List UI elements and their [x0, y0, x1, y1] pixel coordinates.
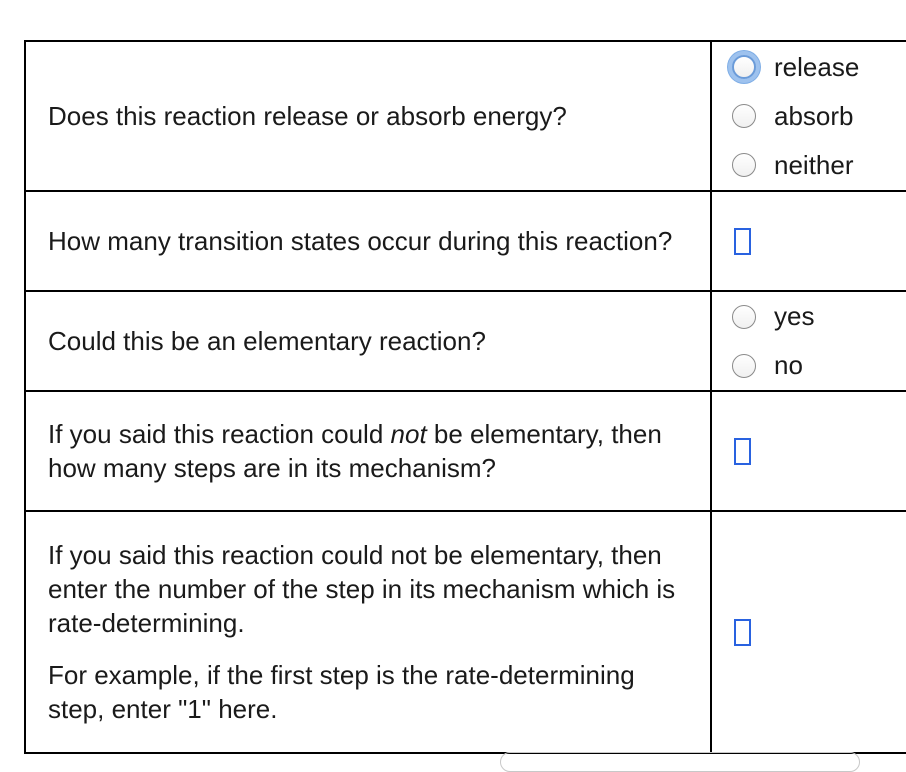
answer-cell: [711, 511, 906, 753]
question-text: If you said this reaction could not be elementary, then enter the number of the step in its mechanism which is rate-determining.: [48, 540, 676, 638]
question-row-elementary: [25, 291, 906, 391]
option-label: yes: [774, 301, 815, 331]
answer-cell: [711, 191, 906, 291]
steps-input[interactable]: [734, 438, 751, 465]
question-row-transition-states: [25, 191, 906, 291]
answer-cell: [711, 391, 906, 511]
radio-button-release[interactable]: [732, 55, 756, 79]
question-cell: [25, 41, 711, 191]
answer-cell: [711, 291, 906, 391]
option-absorb[interactable]: [712, 92, 906, 141]
question-row-rate-determining: [25, 511, 906, 753]
option-label: no: [774, 350, 803, 380]
answer-cell: [711, 41, 906, 191]
radio-group-elementary: [712, 292, 906, 390]
question-cell: [25, 511, 711, 753]
radio-button-absorb[interactable]: [732, 104, 756, 128]
question-text: [48, 417, 688, 485]
question-text-part: be elementary, then how many steps are in its mechanism?: [48, 419, 662, 483]
question-text: Does this reaction release or absorb energy?: [48, 101, 567, 131]
radio-button-neither[interactable]: [732, 153, 756, 177]
question-text: Could this be an elementary reaction?: [48, 326, 486, 356]
input-wrapper: [712, 438, 906, 465]
option-label: release: [774, 51, 860, 82]
option-no[interactable]: [712, 341, 906, 390]
radio-button-no[interactable]: [732, 354, 756, 378]
partial-button-outline[interactable]: [500, 752, 860, 772]
option-yes[interactable]: [712, 292, 906, 341]
option-label: neither: [774, 149, 854, 180]
rate-determining-step-input[interactable]: [734, 619, 751, 646]
input-wrapper: [712, 228, 906, 255]
option-release[interactable]: [712, 43, 906, 92]
question-cell: [25, 191, 711, 291]
option-label: absorb: [774, 100, 854, 131]
question-cell: [25, 291, 711, 391]
question-text: How many transition states occur during this reaction?: [48, 226, 673, 256]
question-example-text: For example, if the first step is the rate-determining step, enter "1" here.: [48, 660, 635, 724]
question-table: [24, 40, 906, 754]
radio-group-energy: [712, 43, 906, 190]
question-cell: [25, 391, 711, 511]
input-wrapper: [712, 619, 906, 646]
question-text-part: If you said this reaction could: [48, 419, 391, 449]
question-text-emphasis: not: [390, 419, 427, 449]
question-row-energy: [25, 41, 906, 191]
option-neither[interactable]: [712, 141, 906, 190]
radio-button-yes[interactable]: [732, 305, 756, 329]
question-row-steps: [25, 391, 906, 511]
transition-states-input[interactable]: [734, 228, 751, 255]
